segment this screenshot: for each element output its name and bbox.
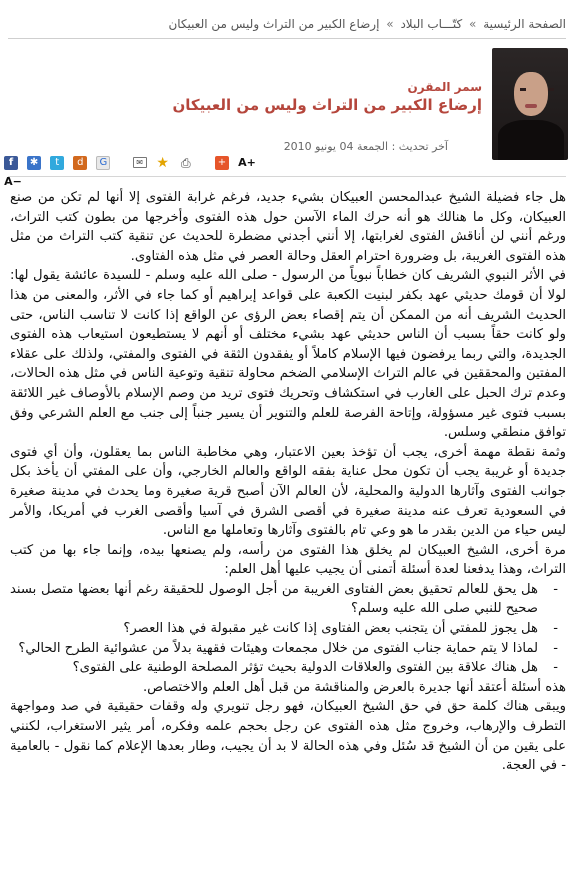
- breadcrumb-current: إرضاع الكبير من التراث وليس من العبيكان: [168, 17, 380, 31]
- meta-divider: [8, 176, 566, 177]
- list-item: - هل يجوز للمفتي أن يتجنب بعض الفتاوى إذا كانت غير مقبولة في هذا العصر؟: [10, 619, 566, 639]
- font-decrease-icon[interactable]: A−: [4, 174, 22, 188]
- share-plus-icon[interactable]: +: [215, 156, 229, 170]
- paragraph: مرة أخرى، الشيخ العبيكان لم يخلق هذا الفتوى من رأسه، ولم يصنعها بيده، وإنما جاء بها من كتب التراث، وهذا يدفعنا لعدة أسئلة أتمنى أن يجيب عليها أهل العلم:: [10, 542, 566, 578]
- breadcrumb-home-link[interactable]: الصفحة الرئيسية: [483, 17, 566, 31]
- twitter-icon[interactable]: t: [50, 156, 64, 170]
- list-item: - لماذا لا يتم حماية جناب الفتوى من خلال مجمعات وهيئات فقهية بدلاً من عشوائية الطرح الحالي؟: [10, 639, 566, 659]
- breadcrumb-separator: »: [469, 17, 477, 31]
- breadcrumb: [8, 14, 566, 36]
- email-icon[interactable]: ✉: [133, 157, 147, 168]
- list-item: - هل هناك علاقة بين الفتوى والعلاقات الدولية بحيث تؤثر المصلحة الوطنية على الفتوى؟: [10, 658, 566, 678]
- paragraph: هذه أسئلة أعتقد أنها جديرة بالعرض والمناقشة من قبل أهل العلم والاختصاص.: [142, 679, 566, 695]
- paragraph: ويبقى هناك كلمة حق في حق الشيخ العبيكان، فهو رجل تنويري وله وقفات حقيقية في صد ومواجهة التطرف والإرهاب، وخروج مثل هذه الفتوى عن رجل بحجم علمه وفكره، أمر يثير الاستغراب، لكنني على يقين من أن الشيخ قد سُئل وفي هذه الحالة لا بد أن يجيب، وطار بعدها الإعلام كما نقول - بالعامية - في العجة.: [10, 699, 566, 774]
- author-name[interactable]: سمر المقرن: [407, 80, 482, 94]
- toolbar-divider: [119, 156, 123, 170]
- myspace-icon[interactable]: ✱: [27, 156, 41, 170]
- breadcrumb-section-link[interactable]: كتّـــاب البلاد: [400, 17, 463, 31]
- paragraph: وثمة نقطة مهمة أخرى، يجب أن تؤخذ بعين الاعتبار، وهي مخاطبة الناس بما يعقلون، وأن أي فتوى جديدة أو غريبة يجب أن تكون محل عناية بفقه الواقع والعالم الخارجي، وأن على المفتي أن يأخذ بكل جوانب الفتوى وآثارها الدولية والمحلية، لأن العالم الآن أصبح قرية صغيرة وما يحدث في مدينة صغيرة في السعودية تعرف عنه مدينة صغيرة في أقصى الشرق في آسيا وأقصى الغرب في أمريكا، والأمر ليس حياء من الدين بقدر ما هو وعي تام بالفتوى وآثارها وتعاملها مع الناس.: [10, 444, 566, 539]
- facebook-icon[interactable]: f: [4, 156, 18, 170]
- article-title: إرضاع الكبير من التراث وليس من العبيكان: [172, 96, 482, 114]
- google-icon[interactable]: G: [96, 156, 110, 170]
- paragraph: في الأثر النبوي الشريف كان خطاباً نبوياً من الرسول - صلى الله عليه وسلم - للسيدة عائشة يقول لها: لولا أن قومك حديثي عهد بكفر لبنيت الكعبة على قواعد إبراهيم أو كما جاء في الأثر، والمعنى من هذا الحديث الشريف أنه من الممكن أن يتم إقصاء بعض الرؤى عن الواقع إذا كانت لا تناسب الناس، حتى ولو كانت حقاً بسبب أن الناس حديثي عهد بشيء مختلف أو أنهم لا يستطيعون استيعاب هذه الفتوى الجديدة، والتي ربما يرفضون فيها الإسلام كاملاً أو يفقدون الثقة في الفتوى والمفتي، ولذلك على عقلاء المفتين والمحققين في عالم التراث الإسلامي الضخم محاولة تنقية وتوعية الناس في مثل هذه الحالات، وعدم ترك الحبل على الغارب في استكشاف وتحريك فتوى تريد من وصم الإسلام بالأوصاف غير اللائقة بسبب فتوى غير مسؤولة، وإتاحة الفرصة للعلم والتنوير أن يسير جنباً إلى جنب مع العلم الشرعي وفق توافق منطقي وسلس.: [10, 268, 566, 441]
- toolbar-divider: [202, 156, 206, 170]
- digg-icon[interactable]: d: [73, 156, 87, 170]
- print-icon[interactable]: ⎙: [180, 155, 191, 170]
- font-increase-icon[interactable]: A+: [238, 155, 256, 169]
- article-body: [10, 188, 566, 776]
- breadcrumb-divider: [8, 38, 566, 39]
- share-toolbar: [4, 152, 274, 188]
- last-updated: آخر تحديث : الجمعة 04 يونيو 2010: [283, 140, 448, 153]
- author-photo: [492, 48, 568, 160]
- breadcrumb-separator: »: [386, 17, 394, 31]
- questions-list: [10, 580, 566, 678]
- paragraph: هل جاء فضيلة الشيخ عبدالمحسن العبيكان بشيء جديد، فرغم غرابة الفتوى إلا أنها لم تكن من صنع العبيكان، وكل ما هنالك هو أنه حرك الماء الآسن حول هذه الفتوى وأخرجها من بطون كتب التراث، ورغم أنني لن أناقش الفتوى لغرابتها، إلا أنني أجدني مضطرة للحديث عن تنقية كتب التراث من مثل هذه الفتوى الغريبة، بل وضرورة احترام العقل وحالة العصر في مثل هذه الفتاوى.: [10, 190, 566, 264]
- list-item: - هل يحق للعالم تحقيق بعض الفتاوى الغريبة من أجل الوصول للحقيقة رغم أنها بعضها متصل بسند صحيح للنبي صلى الله عليه وسلم؟: [10, 580, 566, 619]
- favorite-star-icon[interactable]: ★: [156, 154, 169, 171]
